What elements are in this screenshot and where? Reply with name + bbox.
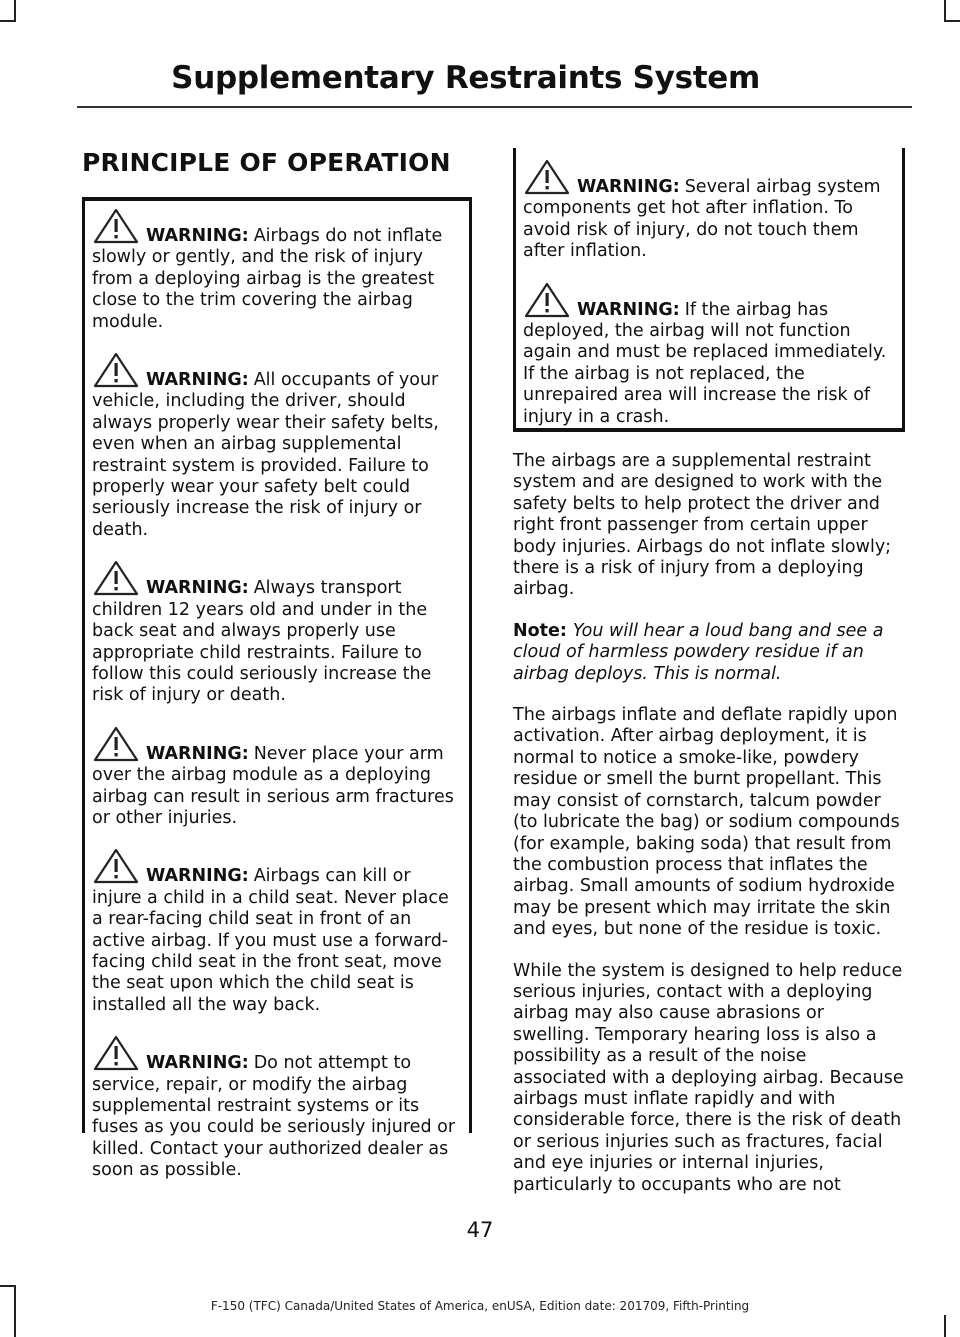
warning-text: Never place your arm over the airbag module as a deploying airbag can result in serious arm fractures or other injuries. — [92, 743, 454, 828]
note-paragraph — [513, 621, 905, 685]
warning-label: WARNING: — [146, 866, 249, 887]
warning-label: WARNING: — [146, 743, 249, 764]
footer-text: F-150 (TFC) Canada/United States of America, enUSA, Edition date: 201709, Fifth-Printing — [210, 1299, 750, 1313]
warning-item — [92, 725, 463, 830]
crop-mark — [944, 20, 960, 22]
warning-triangle-icon — [92, 351, 140, 389]
warning-triangle-icon — [92, 725, 140, 763]
crop-mark — [0, 20, 16, 22]
warning-item — [523, 158, 896, 263]
right-column — [513, 148, 905, 1196]
warning-text: All occupants of your vehicle, including the driver, should always properly wear their safety belts, even when an airbag supplemental restraint system is provided. Failure to properly wear your safety belt could seriously increase the risk of injury or death. — [92, 370, 439, 540]
warning-item — [92, 351, 463, 541]
warning-item — [92, 847, 463, 1016]
warning-text: Always transport children 12 years old and under in the back seat and always properly use appropriate child restraints. Failure to follow this could seriously increase the risk of injury or death. — [92, 578, 432, 706]
warning-box — [82, 197, 472, 1181]
page-header-title: Supplementary Restraints System — [171, 60, 760, 96]
warning-item — [92, 1034, 463, 1181]
warning-item — [92, 559, 463, 706]
warning-triangle-icon — [523, 281, 571, 319]
body-paragraph: The airbags inflate and deflate rapidly upon activation. After airbag deployment, it is normal to notice a smoke-like, powdery residue or smell the burnt propellant. This may consist of cornstarch, talcum powder (to lubricate the bag) or sodium compounds (for example, baking soda) that result from the combustion process that inflates the airbag. Small amounts of sodium hydroxide may be present which may irritate the skin and eyes, but none of the residue is toxic. — [513, 705, 900, 940]
section-heading: PRINCIPLE OF OPERATION — [82, 148, 451, 177]
warning-label: WARNING: — [146, 370, 249, 391]
crop-mark — [0, 1285, 16, 1287]
warning-triangle-icon — [92, 207, 140, 245]
body-paragraph: The airbags are a supplemental restraint system and are designed to work with the safety belts to help protect the driver and right front passenger from certain upper body injuries. Airbags do not inflate slowly; there is a risk of injury from a deploying airbag. — [513, 451, 892, 600]
crop-mark — [944, 1315, 946, 1337]
warning-label: WARNING: — [577, 177, 680, 197]
note-label: Note: — [513, 620, 567, 641]
header-divider — [77, 106, 912, 108]
warning-item — [523, 281, 896, 428]
warning-triangle-icon — [92, 1034, 140, 1072]
warning-item — [92, 207, 463, 333]
warning-text: Airbags do not inflate slowly or gently, and the risk of injury from a deploying airbag is the greatest close to the trim covering the airbag module. — [92, 226, 443, 332]
warning-box — [513, 148, 905, 432]
warning-label: WARNING: — [146, 578, 249, 599]
warning-text: Do not attempt to service, repair, or modify the airbag supplemental restraint systems or its fuses as you could be seriously injured or killed. Contact your authorized dealer as soon as possible. — [92, 1053, 456, 1181]
warning-text: Several airbag system components get hot after inflation. To avoid risk of injury, do not touch them after inflation. — [523, 177, 881, 262]
left-column — [82, 197, 472, 1181]
warning-text: Airbags can kill or injure a child in a child seat. Never place a rear-facing child seat in front of an active airbag. If you must use a forward-facing child seat in the front seat, move the seat upon which the child seat is installed all the way back. — [92, 866, 449, 1015]
crop-mark — [14, 0, 16, 22]
body-paragraph: While the system is designed to help reduce serious injuries, contact with a deploying airbag may also cause abrasions or swelling. Temporary hearing loss is also a possibility as a result of the noise associated with a deploying airbag. Because airbags must inflate rapidly and with considerable force, there is the risk of death or serious injuries such as fractures, facial and eye injuries or internal injuries, particularly to occupants who are not — [513, 960, 904, 1195]
warning-triangle-icon — [92, 847, 140, 885]
warning-text: If the airbag has deployed, the airbag will not function again and must be replaced immediately. If the airbag is not replaced, the unrepaired area will increase the risk of injury in a crash. — [523, 299, 887, 427]
page-number: 47 — [466, 1218, 494, 1242]
warning-label: WARNING: — [146, 226, 249, 246]
warning-triangle-icon — [92, 559, 140, 597]
warning-triangle-icon — [523, 158, 571, 196]
warning-label: WARNING: — [146, 1053, 249, 1074]
note-text: You will hear a loud bang and see a cloud of harmless powdery residue if an airbag deploys. This is normal. — [513, 620, 884, 684]
warning-label: WARNING: — [577, 299, 680, 320]
crop-mark — [944, 0, 946, 22]
